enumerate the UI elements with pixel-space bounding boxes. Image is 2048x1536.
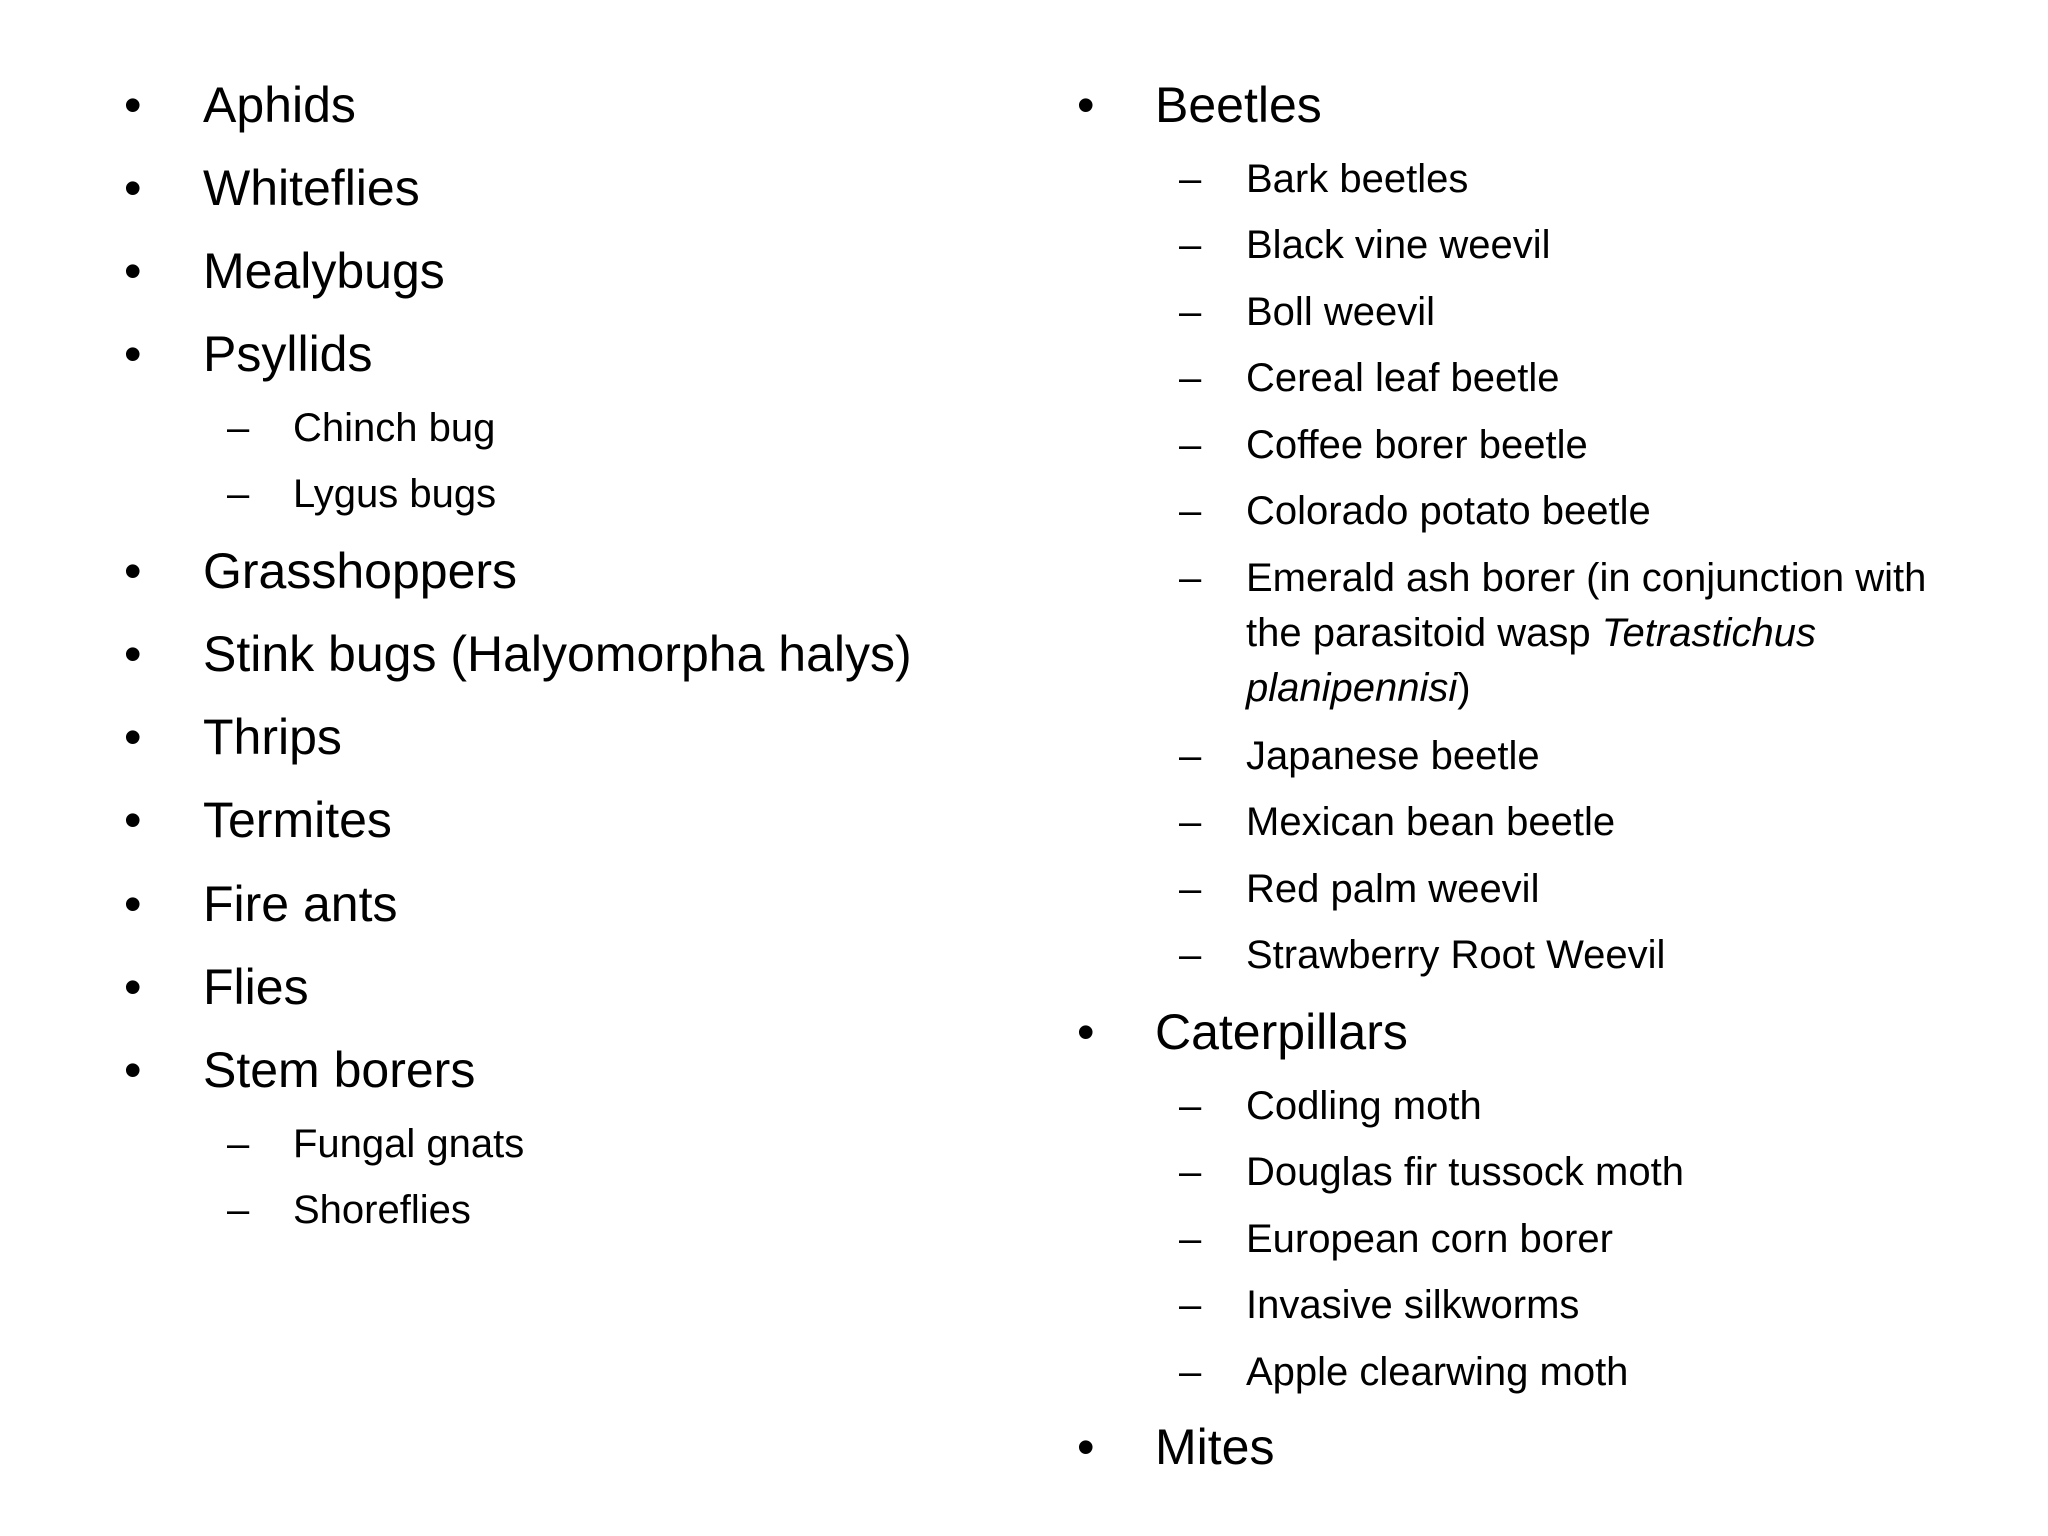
list-item-text: Fire ants: [203, 876, 398, 932]
sub-list-item-text: Black vine weevil: [1246, 223, 1551, 267]
sub-list-item-text: Invasive silkworms: [1246, 1283, 1580, 1327]
sub-list-item-text: Colorado potato beetle: [1246, 489, 1651, 533]
bullet-dot: •: [124, 326, 142, 382]
bullet-dash: –: [1179, 800, 1202, 844]
sub-list-item-text: Cereal leaf beetle: [1246, 356, 1560, 400]
bullet-dot: •: [124, 876, 142, 932]
sub-list-item-text: Apple clearwing moth: [1246, 1350, 1629, 1394]
sub-list-item-text: Codling moth: [1246, 1084, 1482, 1128]
bullet-dash: –: [227, 1122, 250, 1166]
sub-list-item-text: Japanese beetle: [1246, 734, 1540, 778]
list-item-text: Mites: [1155, 1419, 1275, 1475]
sub-list-item-text: Coffee borer beetle: [1246, 423, 1588, 467]
bullet-dot: •: [1077, 77, 1095, 133]
bullet-dash: –: [227, 472, 250, 516]
sub-list-item-text-part: Emerald ash borer (in conjunction with the parasitoid wasp: [1246, 556, 1927, 655]
sub-list-item-text: Chinch bug: [293, 406, 496, 450]
list-item-text: Aphids: [203, 77, 356, 133]
list-item-text: Thrips: [203, 709, 342, 765]
bullet-dash: –: [1179, 1350, 1202, 1394]
bullet-dot: •: [124, 543, 142, 599]
bullet-dot: •: [124, 959, 142, 1015]
bullet-dash: –: [1179, 423, 1202, 467]
list-item-text: Caterpillars: [1155, 1004, 1408, 1060]
list-item-text: Psyllids: [203, 326, 373, 382]
list-item-text: Stink bugs (Halyomorpha halys): [203, 626, 912, 682]
bullet-dash: –: [227, 1188, 250, 1232]
sub-list-item-text: Fungal gnats: [293, 1122, 525, 1166]
sub-list-item-text: Lygus bugs: [293, 472, 497, 516]
bullet-dash: –: [1179, 223, 1202, 267]
bullet-dash: –: [1179, 1084, 1202, 1128]
list-item-text: Grasshoppers: [203, 543, 518, 599]
bullet-dot: •: [124, 1042, 142, 1098]
bullet-dash: –: [1179, 157, 1202, 201]
bullet-dash: –: [1179, 290, 1202, 334]
bullet-dash: –: [1179, 867, 1202, 911]
sub-list-item-text: Boll weevil: [1246, 290, 1435, 334]
bullet-dash: –: [227, 406, 250, 450]
bullet-dot: •: [124, 626, 142, 682]
sub-list-item-text-part: ): [1457, 666, 1471, 710]
sub-list-item-text: Strawberry Root Weevil: [1246, 933, 1666, 977]
bullet-dot: •: [1077, 1419, 1095, 1475]
bullet-dot: •: [124, 709, 142, 765]
sub-list-item-text: Mexican bean beetle: [1246, 800, 1616, 844]
bullet-dash: –: [1179, 489, 1202, 533]
bullet-dash: –: [1179, 933, 1202, 977]
sub-list-item-text: Red palm weevil: [1246, 867, 1540, 911]
bullet-dash: –: [1179, 556, 1202, 600]
bullet-dot: •: [124, 792, 142, 848]
bullet-dot: •: [1077, 1004, 1095, 1060]
list-item-text: Stem borers: [203, 1042, 476, 1098]
bullet-dot: •: [124, 243, 142, 299]
bullet-dash: –: [1179, 734, 1202, 778]
bullet-dash: –: [1179, 1283, 1202, 1327]
list-item-text: Whiteflies: [203, 160, 420, 216]
bullet-dash: –: [1179, 1150, 1202, 1194]
sub-list-item-text: Douglas fir tussock moth: [1246, 1150, 1684, 1194]
bullet-dash: –: [1179, 1217, 1202, 1261]
list-item-text: Mealybugs: [203, 243, 445, 299]
sub-list-item-text: European corn borer: [1246, 1217, 1613, 1261]
sub-list-item-text: Shoreflies: [293, 1188, 471, 1232]
bullet-dot: •: [124, 160, 142, 216]
sub-list-item-text: Bark beetles: [1246, 157, 1469, 201]
list-item-text: Beetles: [1155, 77, 1322, 133]
scientific-name: Tetrastichus planipennisi: [1246, 611, 1816, 710]
sub-list-item-text: [1246, 551, 1966, 716]
bullet-dot: •: [124, 77, 142, 133]
list-item-text: Termites: [203, 792, 392, 848]
bullet-dash: –: [1179, 356, 1202, 400]
list-item-text: Flies: [203, 959, 309, 1015]
